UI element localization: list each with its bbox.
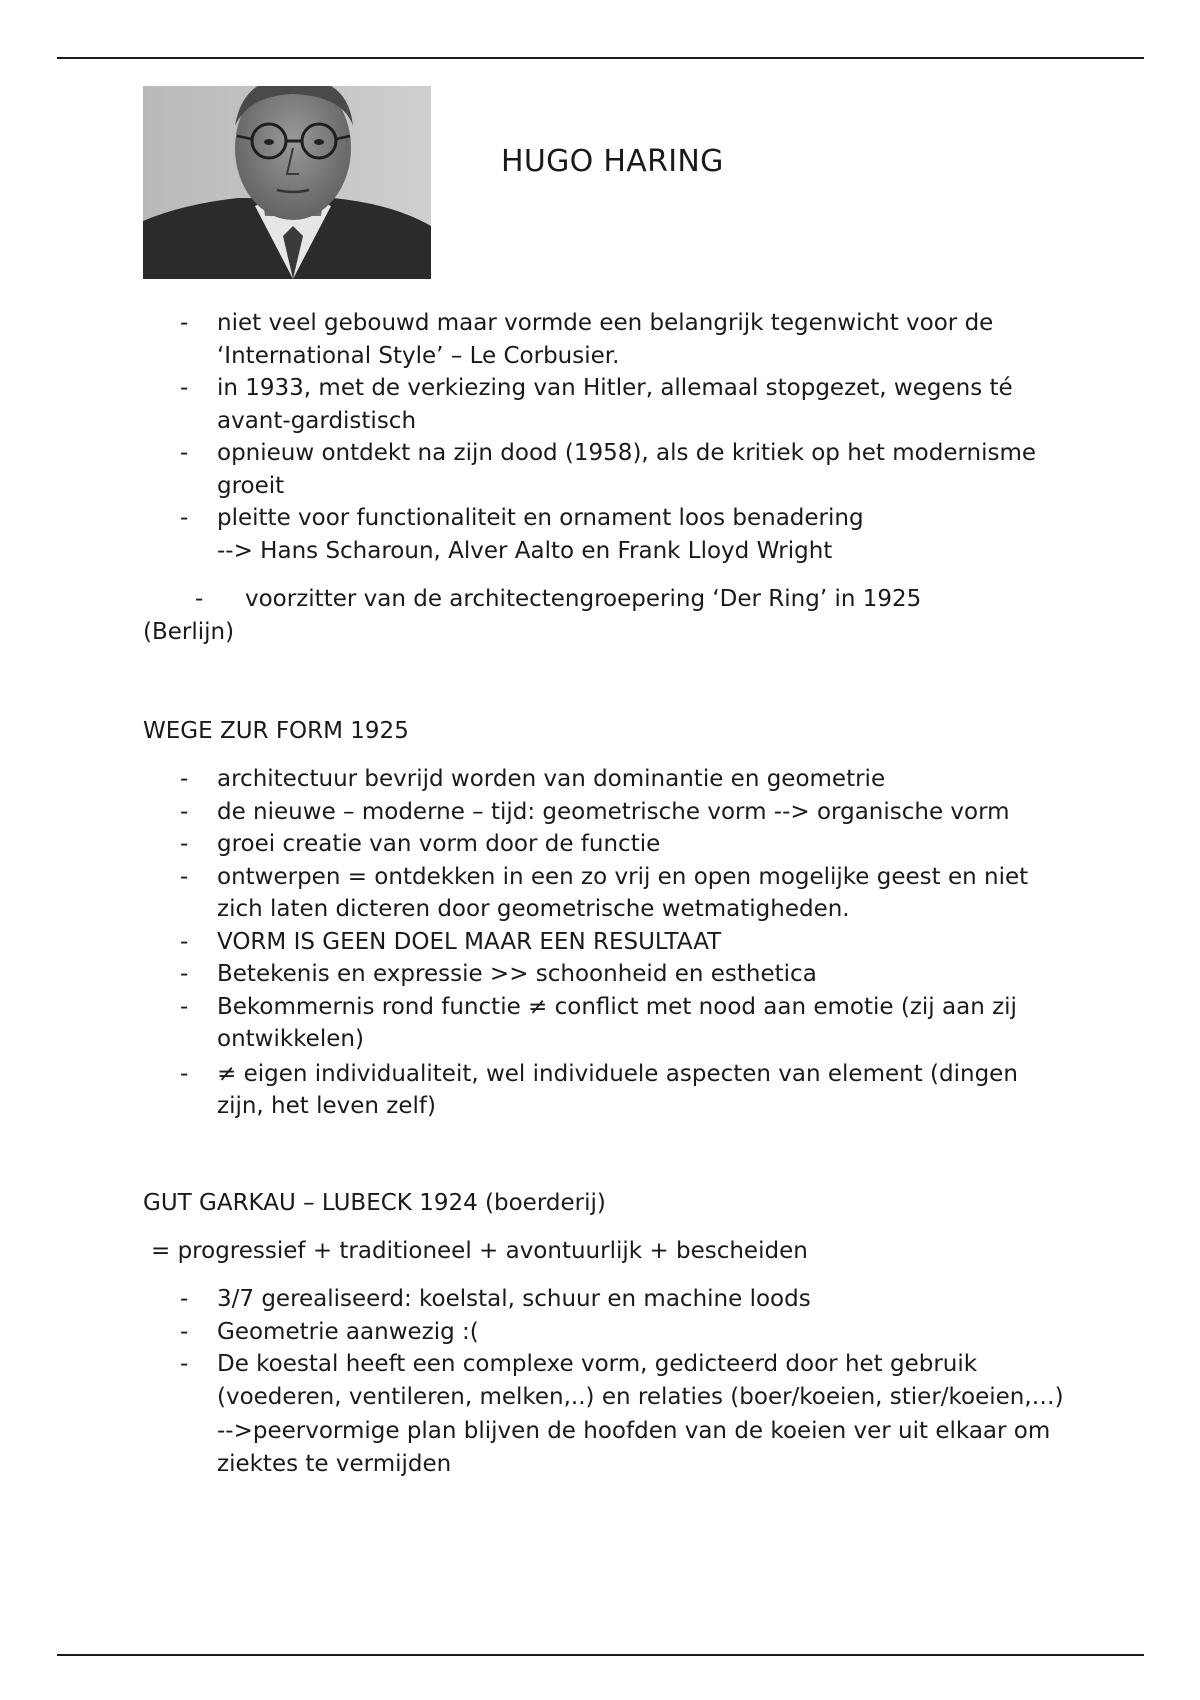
top-rule	[57, 57, 1144, 59]
list-item-text: de nieuwe – moderne – tijd: geometrische vorm --> organische vorm	[217, 798, 1010, 825]
ring-paragraph	[143, 583, 1043, 648]
list-item-text: in 1933, met de verkiezing van Hitler, allemaal stopgezet, wegens té avant-gardistisch	[217, 375, 1013, 434]
wege-bullet-list	[0, 763, 1067, 1123]
intro-bullet-list	[0, 307, 1067, 567]
bullet-dash: -	[180, 310, 189, 336]
list-item-text: Geometrie aanwezig :(	[217, 1318, 479, 1345]
list-item	[0, 1283, 1067, 1316]
list-item-text: groei creatie van vorm door de functie	[217, 831, 661, 857]
list-item	[0, 958, 1067, 991]
list-item-text: VORM IS GEEN DOEL MAAR EEN RESULTAAT	[217, 928, 722, 955]
bullet-dash: -	[180, 505, 189, 531]
list-item	[0, 796, 1067, 829]
bullet-dash: -	[180, 375, 189, 401]
list-item-text: De koestal heeft een complexe vorm, gedicteerd door het gebruik (voederen, ventileren, melken,..) en relaties (boer/koeien, stier/koeien,…)	[217, 1351, 1064, 1410]
list-item-text: niet veel gebouwd maar vormde een belangrijk tegenwicht voor de ‘International Style’ – Le Corbusier.	[217, 310, 994, 369]
list-item-text: opnieuw ontdekt na zijn dood (1958), als de kritiek op het modernisme groeit	[217, 440, 1037, 499]
list-item-text: --> Hans Scharoun, Alver Aalto en Frank Lloyd Wright	[217, 537, 833, 564]
list-item-text: Betekenis en expressie >> schoonheid en esthetica	[217, 961, 817, 987]
list-item-continuation	[0, 1415, 1067, 1480]
equation-line: = progressief + traditioneel + avontuurlijk + bescheiden	[151, 1238, 808, 1264]
list-item	[0, 437, 1067, 502]
gut-garkau-bullet-list	[0, 1283, 1067, 1480]
bullet-dash: -	[180, 831, 189, 857]
list-item	[0, 307, 1067, 372]
bullet-dash: -	[180, 993, 189, 1020]
list-item-text: architectuur bevrijd worden van dominantie en geometrie	[217, 766, 886, 792]
list-item-text: Bekommernis rond functie ≠ conflict met nood aan emotie (zij aan zij ontwikkelen)	[217, 993, 1017, 1052]
list-item-text: 3/7 gerealiseerd: koelstal, schuur en machine loods	[217, 1286, 811, 1312]
list-item-text: ≠ eigen individualiteit, wel individuele aspecten van element (dingen zijn, het leven zelf)	[217, 1060, 1018, 1119]
bullet-dash: -	[180, 766, 189, 792]
list-item	[0, 1058, 1067, 1123]
portrait-photo	[143, 86, 431, 279]
list-item	[0, 763, 1067, 796]
bullet-dash: -	[180, 798, 189, 825]
list-item	[0, 861, 1067, 926]
list-item	[0, 1348, 1067, 1413]
bullet-dash: -	[180, 961, 189, 987]
ring-text: voorzitter van de architectengroepering ‘Der Ring’ in 1925	[245, 586, 922, 612]
list-item-text: -->peervormige plan blijven de hoofden van de koeien ver uit elkaar om ziektes te vermijden	[217, 1418, 1051, 1477]
bullet-dash: -	[195, 586, 204, 612]
section-heading-wege-zur-form: WEGE ZUR FORM 1925	[143, 718, 409, 744]
bullet-dash: -	[180, 1351, 189, 1377]
list-item-continuation	[0, 535, 1067, 568]
list-item	[0, 991, 1067, 1056]
list-item	[0, 828, 1067, 861]
list-item	[0, 1316, 1067, 1349]
ring-continuation: (Berlijn)	[143, 618, 235, 645]
bullet-dash: -	[180, 928, 189, 955]
bullet-dash: -	[180, 1286, 189, 1312]
bullet-dash: -	[180, 1318, 189, 1345]
bullet-dash: -	[180, 863, 189, 890]
list-item	[0, 502, 1067, 535]
bullet-dash: -	[180, 440, 189, 466]
bottom-rule	[57, 1654, 1144, 1656]
list-item	[0, 926, 1067, 959]
list-item	[0, 372, 1067, 437]
portrait-illustration	[143, 86, 431, 279]
section-heading-gut-garkau: GUT GARKAU – LUBECK 1924 (boerderij)	[143, 1190, 606, 1216]
list-item-text: pleitte voor functionaliteit en ornament loos benadering	[217, 505, 864, 531]
bullet-dash: -	[180, 1060, 189, 1087]
list-item-text: ontwerpen = ontdekken in een zo vrij en open mogelijke geest en niet zich laten dicteren door geometrische wetmatigheden.	[217, 863, 1029, 922]
page-title: HUGO HARING	[501, 144, 724, 179]
